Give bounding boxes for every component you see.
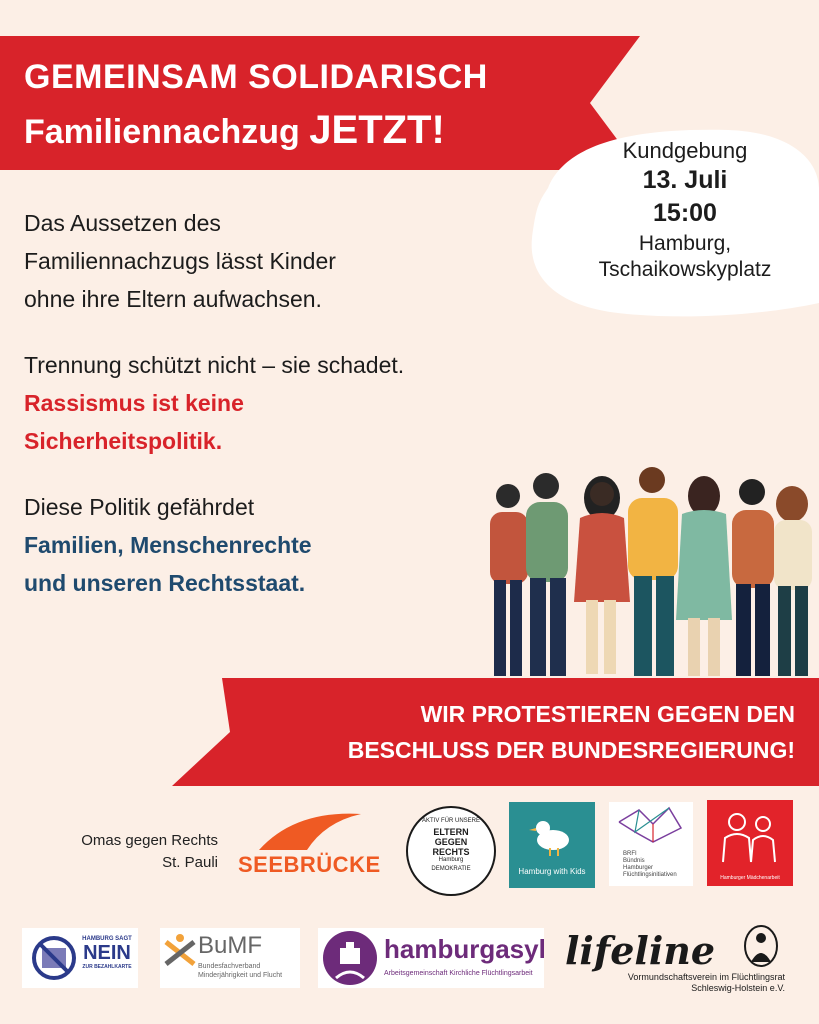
- brfi-line: Bündnis: [623, 858, 645, 864]
- lifeline-sub-line: Vormundschaftsverein im Flüchtlingsrat: [627, 972, 785, 982]
- nein-bottom: ZUR BEZAHLKARTE: [82, 964, 132, 970]
- brfi-text: [609, 851, 693, 879]
- hamburgasyl-subtitle: Arbeitsgemeinschaft Kirchliche Flüchtlingsarbeit: [384, 970, 533, 977]
- text-line: Das Aussetzen des: [24, 210, 221, 236]
- people-illustration: [480, 462, 819, 682]
- seebruecke-bridge-icon: [255, 810, 365, 852]
- people-outline-icon: [707, 800, 793, 870]
- dove-icon: [609, 802, 693, 846]
- event-date: 13. Juli: [642, 166, 728, 194]
- hamburg-with-kids-logo: [509, 802, 595, 888]
- highlight-blue: und unseren Rechtsstaat.: [24, 570, 306, 596]
- event-info: [555, 138, 815, 282]
- event-place: Tschaikowskyplatz: [598, 258, 772, 281]
- person-figure: [574, 476, 630, 674]
- bumf-figure-icon: [162, 932, 198, 968]
- text-line: Diese Politik gefährdet: [24, 494, 255, 520]
- text-line: Familiennachzugs lässt Kinder: [24, 248, 336, 274]
- nein-top: HAMBURG SAGT: [82, 936, 132, 942]
- seagull-icon: [509, 802, 595, 862]
- eltern-line: RECHTS: [432, 847, 470, 857]
- omas-line1: Omas gegen Rechts: [81, 832, 218, 849]
- eltern-top: AKTIV FÜR UNSERE: [421, 818, 480, 824]
- prohibited-card-icon: [30, 934, 78, 982]
- eltern-line: GEGEN: [434, 837, 468, 847]
- lifeline-emblem-icon: [741, 922, 781, 970]
- eltern-line: ELTERN: [433, 827, 469, 837]
- bumf-sub-line: Bundesfachverband: [198, 963, 261, 970]
- brfi-line: Flüchtlingsinitiativen: [623, 872, 677, 878]
- bumf-logo: [160, 928, 300, 988]
- nein-big: NEIN: [83, 942, 131, 964]
- lifeline-sub-line: Schleswig-Holstein e.V.: [691, 983, 785, 993]
- seebruecke-logo: SEEBRÜCKE: [238, 852, 381, 877]
- headline-jetzt: JETZT!: [309, 108, 445, 152]
- person-figure: [676, 476, 732, 676]
- nein-text: [78, 936, 136, 970]
- bumf-wordmark: BuMF: [198, 932, 263, 959]
- person-figure: [628, 467, 678, 676]
- hamburgasyl-logo: [318, 928, 544, 988]
- event-time: 15:00: [653, 199, 717, 227]
- highlight-red: Rassismus ist keine: [24, 390, 244, 416]
- eltern-bottom: DEMOKRATIE: [431, 866, 471, 872]
- paragraph-2: [24, 346, 404, 460]
- headline-line2-text: Familiennachzug: [24, 113, 310, 151]
- protest-line2: BESCHLUSS DER BUNDESREGIERUNG!: [347, 737, 795, 763]
- lifeline-subtitle: [619, 972, 785, 994]
- brfi-line: Hamburger: [623, 865, 654, 871]
- bumf-subtitle: [198, 962, 282, 980]
- omas-gegen-rechts-logo: [48, 830, 218, 874]
- paragraph-3: [24, 488, 312, 602]
- protest-text: [230, 696, 795, 768]
- brfi-logo: [609, 802, 693, 886]
- lifeline-logo: [565, 928, 795, 998]
- person-figure: [774, 486, 812, 676]
- brfi-line: BRFI: [623, 851, 637, 857]
- bumf-sub-line: Minderjährigkeit und Flucht: [198, 972, 283, 979]
- hh-kids-label: Hamburg with Kids: [518, 867, 586, 876]
- paragraph-1: [24, 204, 336, 318]
- hamburg-sagt-nein-logo: [22, 928, 138, 988]
- event-city: Hamburg,: [638, 232, 732, 255]
- text-line: ohne ihre Eltern aufwachsen.: [24, 286, 322, 312]
- person-figure: [732, 479, 774, 676]
- highlight-blue: Familien, Menschenrechte: [24, 532, 312, 558]
- omas-line2: St. Pauli: [162, 854, 218, 871]
- maedchenarbeit-logo: [707, 800, 793, 886]
- event-type: Kundgebung: [622, 138, 748, 163]
- headline-line2: [24, 108, 445, 153]
- protest-line1: WIR PROTESTIEREN GEGEN DEN: [420, 701, 795, 727]
- eltern-gegen-rechts-logo: [406, 806, 496, 896]
- person-figure: [526, 473, 568, 676]
- highlight-red: Sicherheitspolitik.: [24, 428, 223, 454]
- hamburgasyl-wordmark: hamburgasyl: [384, 934, 546, 964]
- castle-icon: [322, 930, 378, 986]
- lifeline-wordmark: lifeline: [565, 928, 716, 973]
- mlb-label: Hamburger Mädchenarbeit: [720, 875, 780, 881]
- person-figure: [490, 484, 528, 676]
- headline-line1: GEMEINSAM SOLIDARISCH: [24, 58, 488, 96]
- text-line: Trennung schützt nicht – sie schadet.: [24, 352, 405, 378]
- eltern-city: Hamburg: [438, 857, 464, 863]
